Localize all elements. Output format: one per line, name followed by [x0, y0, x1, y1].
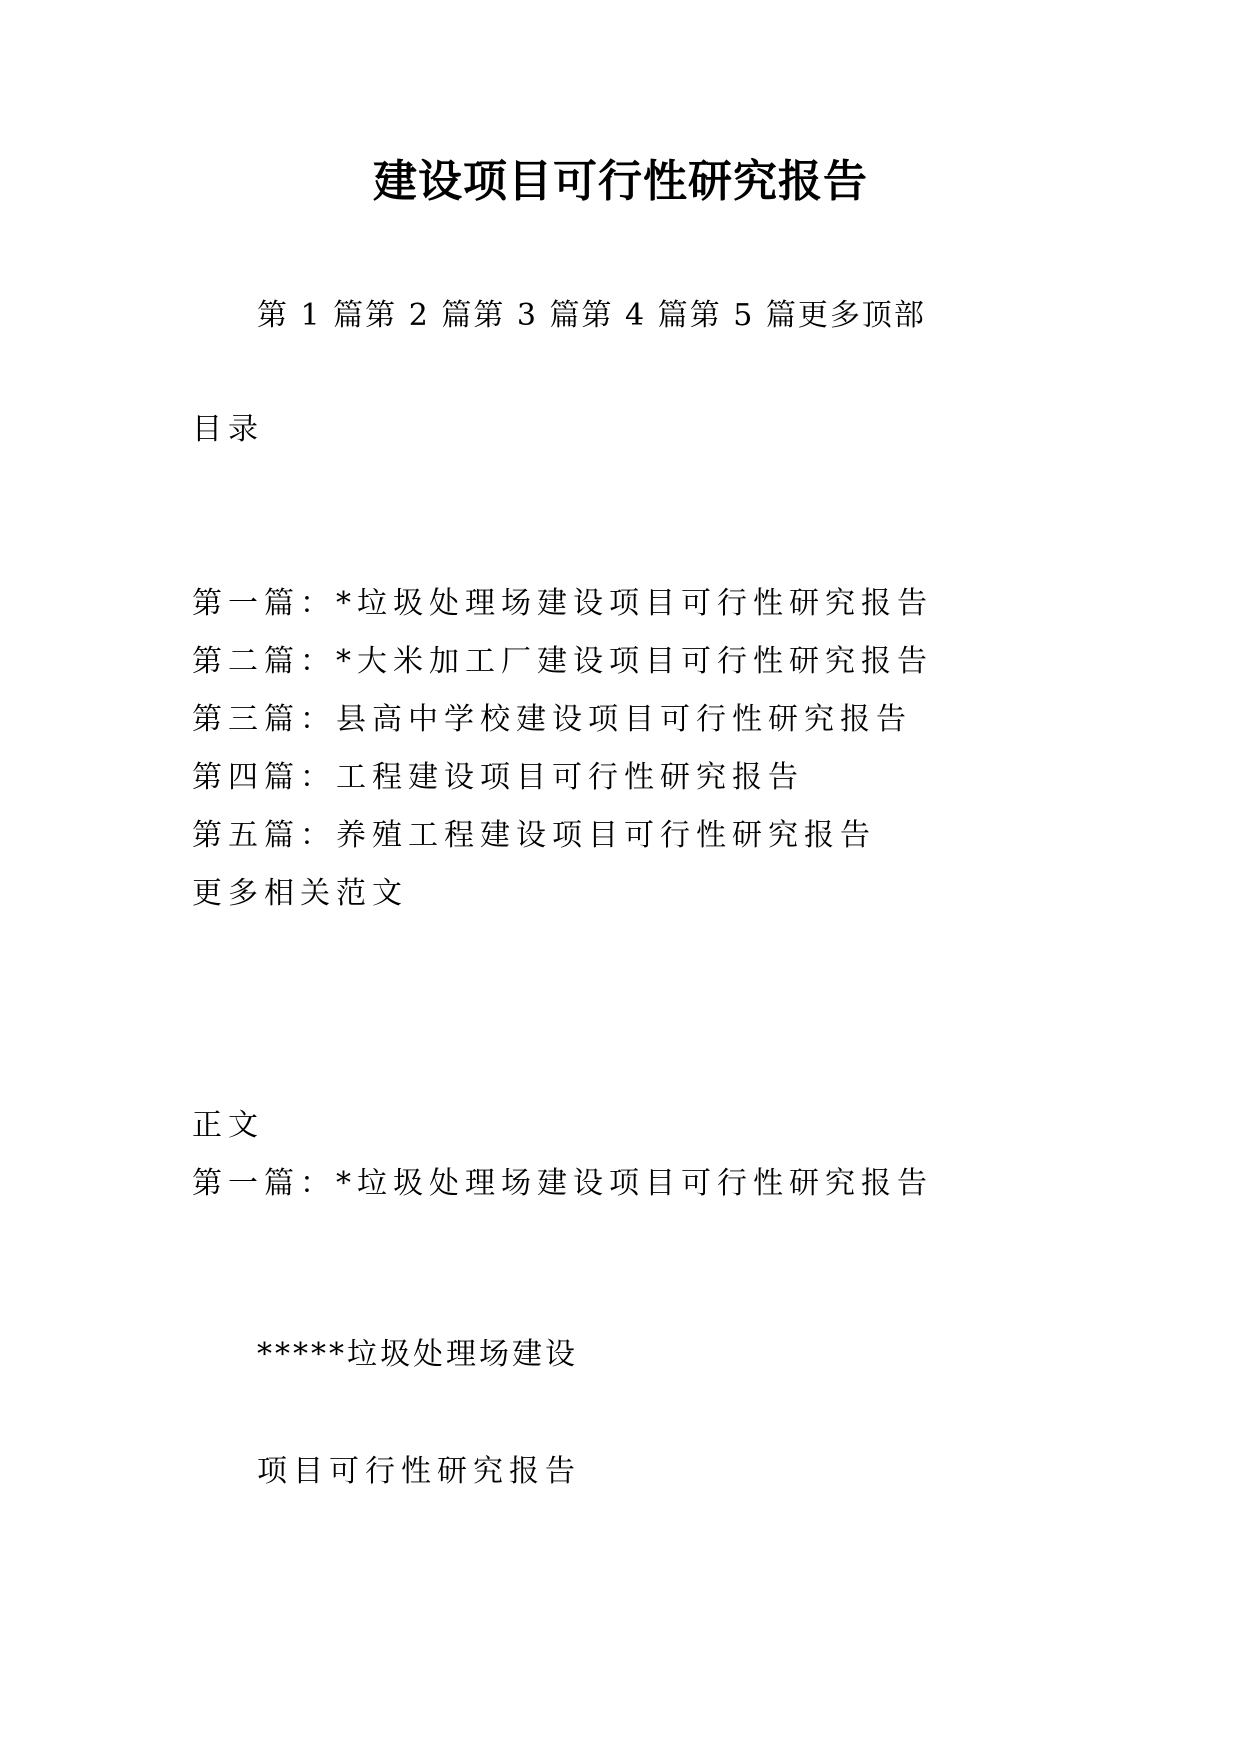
section-nav [257, 296, 926, 336]
toc-item[interactable]: 第三篇：县高中学校建设项目可行性研究报告 [192, 702, 912, 737]
toc-item[interactable]: 第五篇：养殖工程建设项目可行性研究报告 [192, 818, 876, 853]
toc-heading: 目录 [192, 412, 264, 447]
nav-link-top[interactable]: 顶部 [861, 298, 926, 333]
nav-link-part-4[interactable]: 第 4 篇 [581, 298, 690, 333]
toc-item[interactable]: 第一篇：*垃圾处理场建设项目可行性研究报告 [192, 586, 933, 621]
document-title: 建设项目可行性研究报告 [373, 156, 868, 207]
nav-link-more[interactable]: 更多 [797, 298, 862, 333]
section-title: 第一篇：*垃圾处理场建设项目可行性研究报告 [192, 1166, 933, 1201]
body-heading: 正文 [192, 1108, 264, 1143]
report-subtitle-line2: 项目可行性研究报告 [257, 1454, 581, 1489]
toc-item[interactable]: 第二篇：*大米加工厂建设项目可行性研究报告 [192, 644, 933, 679]
nav-link-part-5[interactable]: 第 5 篇 [689, 298, 798, 333]
nav-link-part-3[interactable]: 第 3 篇 [473, 298, 582, 333]
nav-link-part-1[interactable]: 第 1 篇 [257, 298, 366, 333]
report-subtitle-line1: *****垃圾处理场建设 [257, 1337, 578, 1372]
toc-item[interactable]: 第四篇：工程建设项目可行性研究报告 [192, 760, 804, 795]
toc-item-more[interactable]: 更多相关范文 [192, 876, 408, 911]
nav-link-part-2[interactable]: 第 2 篇 [365, 298, 474, 333]
